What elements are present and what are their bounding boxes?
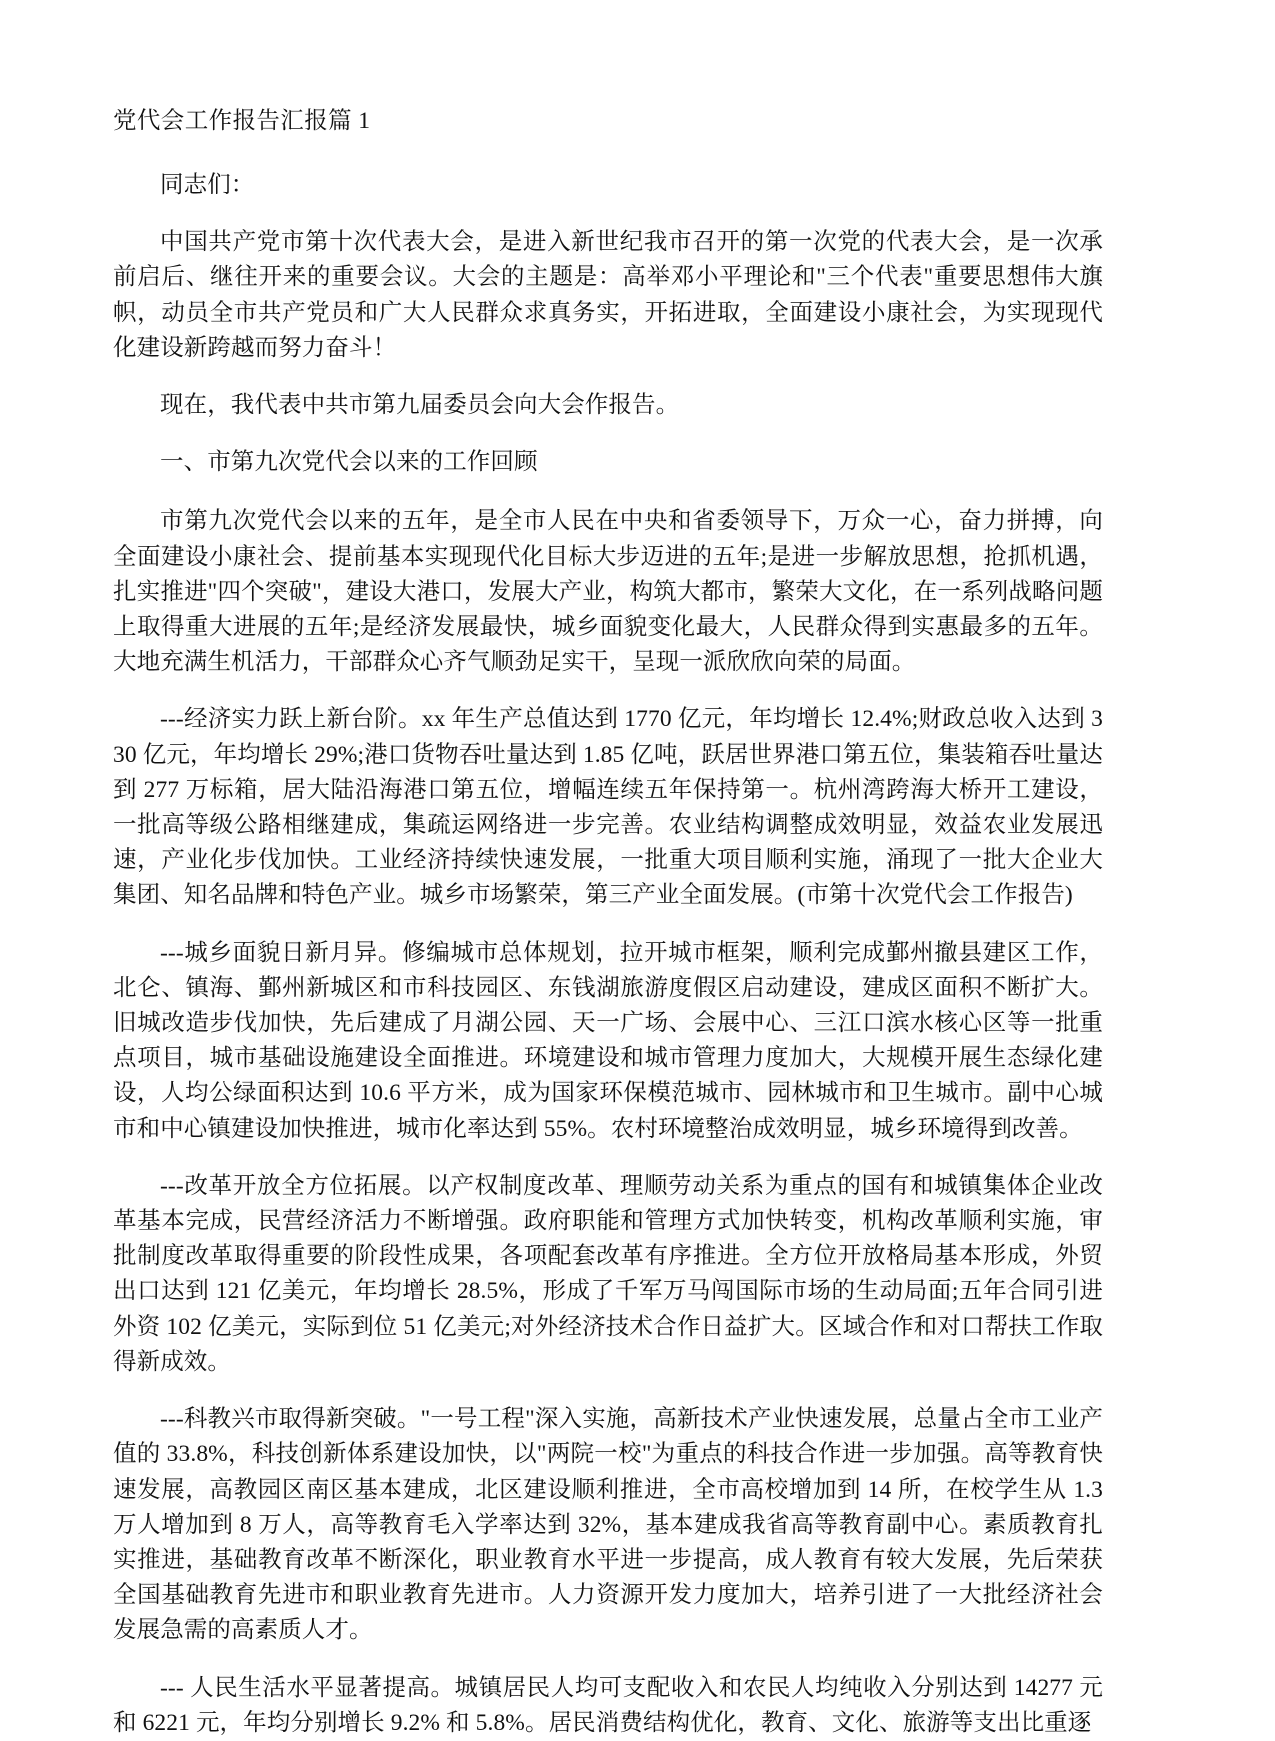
paragraph-reform-opening: ---改革开放全方位拓展。以产权制度改革、理顺劳动关系为重点的国有和城镇集体企业改革基本完成，民营经济活力不断增强。政府职能和管理方式加快转变，机构改革顺利实施，审批制度改革取得重要的阶段性成果，各项配套改革有序推进。全方位开放格局基本形成，外贸出口达到 121 亿美元，年均增长 28.5%，形成了千军万马闯国际市场的生动局面;五年合同引进外资 102 亿美元，实际到位 51 亿美元;对外经济技术合作日益扩大。区域合作和对口帮扶工作取得新成效。 (113, 1172, 1103, 1375)
paragraph-opening: 中国共产党市第十次代表大会，是进入新世纪我市召开的第一次党的代表大会，是一次承前启后、继往开来的重要会议。大会的主题是：高举邓小平理论和"三个代表"重要思想伟大旗帜，动员全市共产党员和广大人民群众求真务实，开拓进取，全面建设小康社会，为实现现代化建设新跨越而努力奋斗！ (113, 229, 1103, 361)
paragraph-science-education: ---科教兴市取得新突破。"一号工程"深入实施，高新技术产业快速发展，总量占全市工业产值的 33.8%，科技创新体系建设加快，以"两院一校"为重点的科技合作进一步加强。高等教育快速发展，高教园区南区基本建成，北区建设顺利推进，全市高校增加到 14 所，在校学生从 1.3 万人增加到 8 万人，高等教育毛入学率达到 32%，基本建成我省高等教育副中心。素质教育扎实推进，基础教育改革不断深化，职业教育水平进一步提高，成人教育有较大发展，先后荣获全国基础教育先进市和职业教育先进市。人力资源开发力度加大，培养引进了一大批经济社会发展急需的高素质人才。 (113, 1406, 1103, 1644)
paragraph-report-intro: 现在，我代表中共市第九届委员会向大会作报告。 (160, 392, 680, 419)
paragraph-salutation: 同志们： (160, 172, 255, 198)
page-title: 党代会工作报告汇报篇 1 (113, 108, 371, 134)
paragraph-living-standard: --- 人民生活水平显著提高。城镇居民人均可支配收入和农民人均纯收入分别达到 14277 元和 6221 元，年均分别增长 9.2% 和 5.8%。居民消费结构优化，教育、文化、旅游等支出比重逐 (113, 1674, 1103, 1736)
paragraph-five-year-review: 市第九次党代会以来的五年，是全市人民在中央和省委领导下，万众一心，奋力拼搏，向全面建设小康社会、提前基本实现现代化目标大步迈进的五年;是进一步解放思想，抢抓机遇，扎实推进"四个突破"，建设大港口，发展大产业，构筑大都市，繁荣大文化，在一系列战略问题上取得重大进展的五年;是经济发展最快，城乡面貌变化最大，人民群众得到实惠最多的五年。大地充满生机活力，干部群众心齐气顺劲足实干，呈现一派欣欣向荣的局面。 (113, 508, 1103, 676)
paragraph-urban-rural: ---城乡面貌日新月异。修编城市总体规划，拉开城市框架，顺利完成鄞州撤县建区工作，北仑、镇海、鄞州新城区和市科技园区、东钱湖旅游度假区启动建设，建成区面积不断扩大。旧城改造步伐加快，先后建成了月湖公园、天一广场、会展中心、三江口滨水核心区等一批重点项目，城市基础设施建设全面推进。环境建设和城市管理力度加大，大规模开展生态绿化建设，人均公绿面积达到 10.6 平方米，成为国家环保模范城市、园林城市和卫生城市。副中心城市和中心镇建设加快推进，城市化率达到 55%。农村环境整治成效明显，城乡环境得到改善。 (113, 939, 1103, 1142)
document-content (113, 104, 1103, 1741)
paragraph-section-one-heading: 一、市第九次党代会以来的工作回顾 (160, 449, 538, 476)
paragraph-economy: ---经济实力跃上新台阶。xx 年生产总值达到 1770 亿元，年均增长 12.4%;财政总收入达到 330 亿元，年均增长 29%;港口货物吞吐量达到 1.85 亿吨，跃居世界港口第五位，集装箱吞吐量达到 277 万标箱，居大陆沿海港口第五位，增幅连续五年保持第一。杭州湾跨海大桥开工建设，一批高等级公路相继建成，集疏运网络进一步完善。农业结构调整成效明显，效益农业发展迅速，产业化步伐加快。工业经济持续快速发展，一批重大项目顺利实施，涌现了一批大企业大集团、知名品牌和特色产业。城乡市场繁荣，第三产业全面发展。(市第十次党代会工作报告) (113, 706, 1103, 909)
